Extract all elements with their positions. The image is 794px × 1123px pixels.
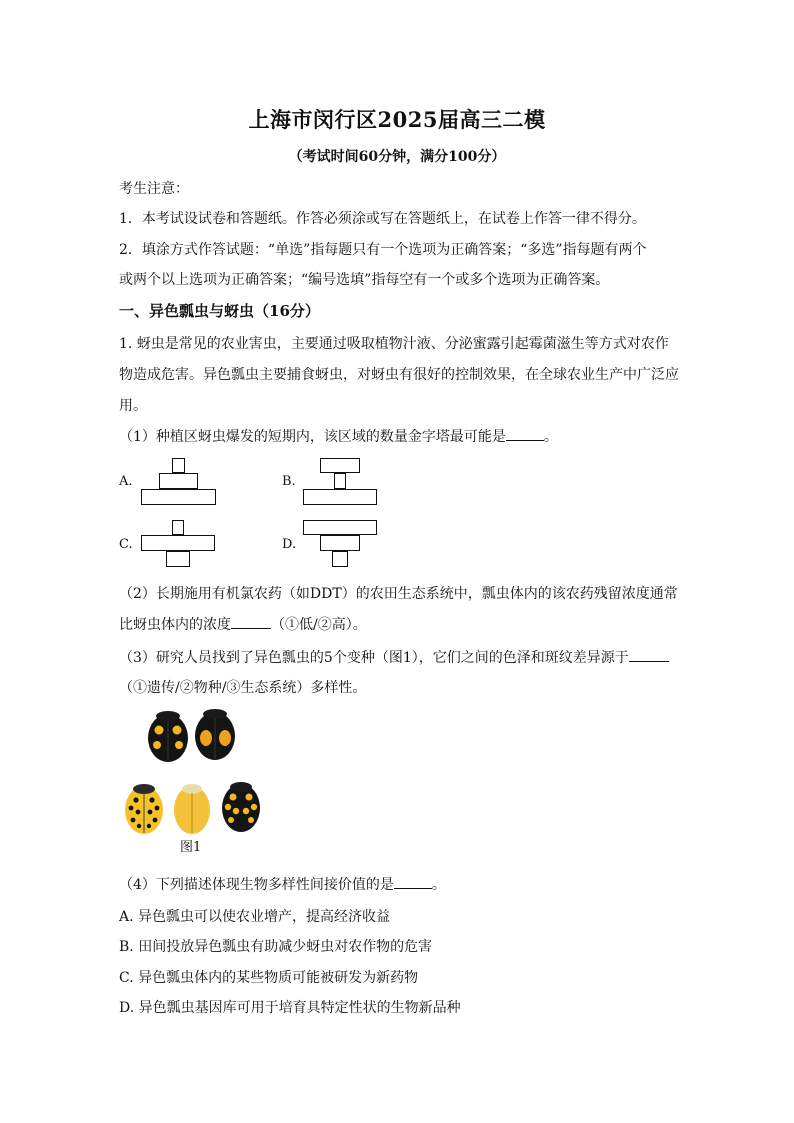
- section-heading: 一、异色瓢虫与蚜虫（16分）: [119, 302, 320, 320]
- question-2-post: （①低/②高）。: [271, 617, 367, 633]
- question-3-text: （3）研究人员找到了异色瓢虫的5个变种（图1），它们之间的色泽和斑纹差异源于: [119, 650, 629, 666]
- answer-blank[interactable]: [394, 876, 432, 889]
- option-b-label: B.: [282, 474, 296, 489]
- intro-line1: 1. 蚜虫是常见的农业害虫，主要通过吸取植物汁液、分泌蜜露引起霉菌滋生等方式对农作: [119, 336, 669, 352]
- notice-item-1: 1．本考试设试卷和答题纸。作答必须涂或写在答题纸上，在试卷上作答一律不得分。: [119, 211, 646, 227]
- pyramid-c[interactable]: [141, 520, 217, 568]
- ladybug-variant-1: [148, 711, 188, 762]
- question-3-line1: [119, 647, 669, 667]
- pyramid-a[interactable]: [141, 458, 217, 506]
- q4-option-c[interactable]: C. 异色瓢虫体内的某些物质可能被研发为新药物: [119, 970, 419, 986]
- ladybug-variant-3: [125, 784, 163, 834]
- page-subtitle: （考试时间60分钟，满分100分）: [288, 149, 506, 165]
- question-4-end: 。: [431, 877, 446, 893]
- ladybug-variant-5: [222, 782, 260, 832]
- answer-blank[interactable]: [231, 616, 271, 629]
- option-c-label: C.: [119, 537, 133, 552]
- q4-option-a[interactable]: A. 异色瓢虫可以使农业增产，提高经济收益: [119, 909, 391, 925]
- question-2-line2: [119, 614, 367, 634]
- q4-option-d[interactable]: D. 异色瓢虫基因库可用于培育具特定性状的生物新品种: [119, 1000, 461, 1016]
- intro-line3: 用。: [119, 398, 147, 414]
- pyramid-d[interactable]: [303, 520, 379, 568]
- question-4-text: （4）下列描述体现生物多样性间接价值的是: [119, 877, 394, 893]
- question-1: [119, 426, 558, 446]
- ladybug-variant-4: [174, 784, 210, 834]
- option-a-label: A.: [119, 474, 133, 489]
- ladybug-variant-2: [195, 709, 235, 760]
- notice-item-2-line1: 2．填涂方式作答试题：“单选”指每题只有一个选项为正确答案；“多选”指每题有两个: [119, 242, 647, 258]
- figure-caption: 图1: [180, 840, 202, 855]
- page-title: 上海市闵行区2025届高三二模: [248, 107, 546, 132]
- q4-option-b[interactable]: B. 田间投放异色瓢虫有助减少蚜虫对农作物的危害: [119, 939, 433, 955]
- notice-item-2-line2: 或两个以上选项为正确答案；“编号选填”指每空有一个或多个选项为正确答案。: [119, 272, 610, 288]
- question-2-line1: （2）长期施用有机氯农药（如DDT）的农田生态系统中，瓢虫体内的该农药残留浓度通常: [119, 586, 678, 602]
- option-d-label: D.: [282, 537, 297, 552]
- notice-heading: 考生注意：: [119, 181, 189, 197]
- question-2-pre: 比蚜虫体内的浓度: [119, 617, 231, 633]
- question-4: [119, 874, 446, 894]
- answer-blank[interactable]: [506, 428, 544, 441]
- question-1-text: （1）种植区蚜虫爆发的短期内，该区域的数量金字塔最可能是: [119, 429, 506, 445]
- intro-line2: 物造成危害。异色瓢虫主要捕食蚜虫，对蚜虫有很好的控制效果，在全球农业生产中广泛应: [119, 367, 679, 383]
- answer-blank[interactable]: [629, 649, 669, 662]
- pyramid-b[interactable]: [303, 458, 379, 506]
- question-3-line2: （①遗传/②物种/③生态系统）多样性。: [119, 680, 367, 696]
- question-1-end: 。: [543, 429, 558, 445]
